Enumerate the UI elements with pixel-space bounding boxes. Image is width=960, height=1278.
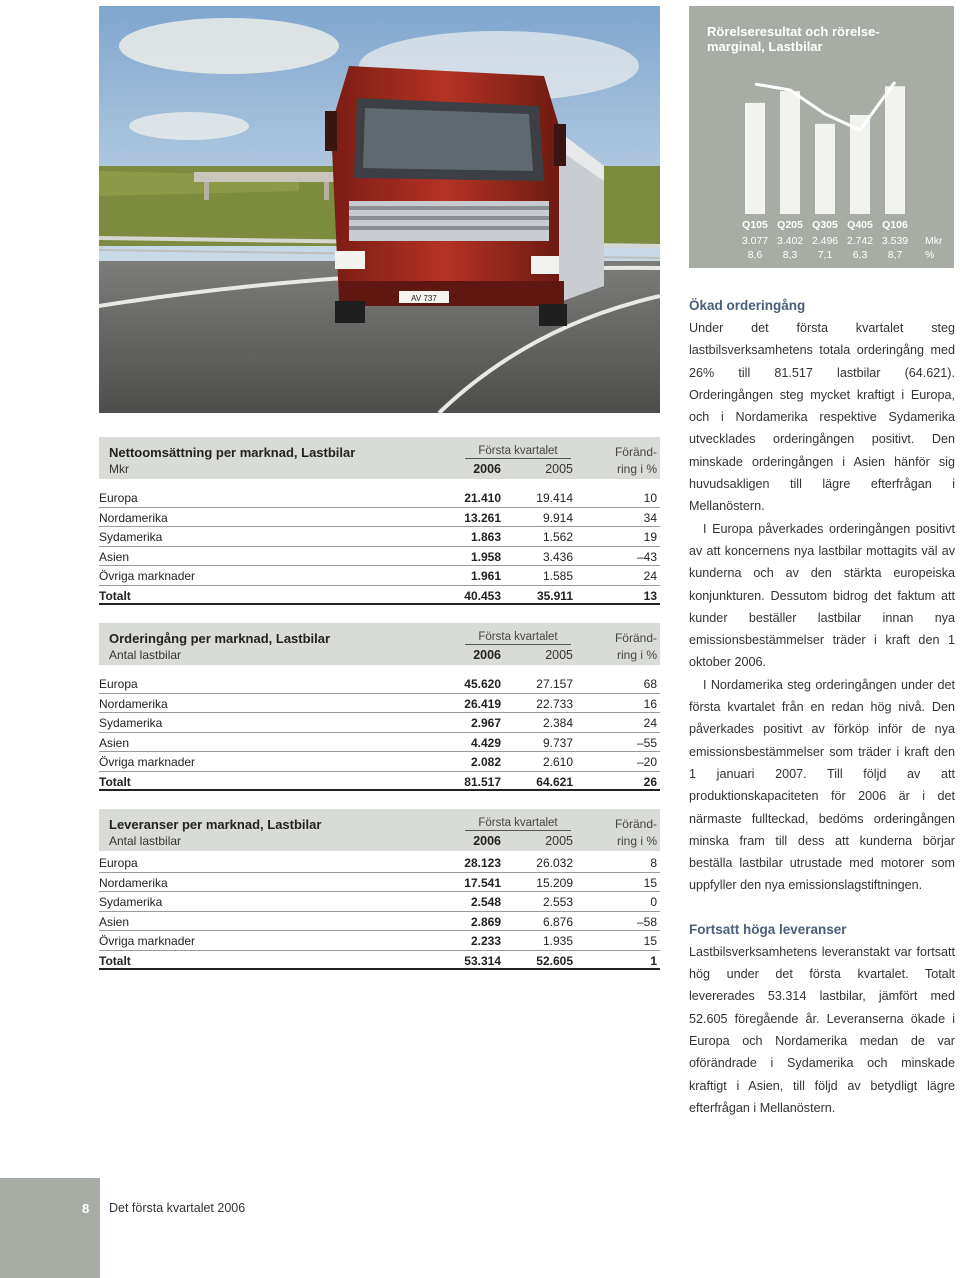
row-value-2005: 15.209 [536, 875, 573, 890]
chart-category-label: Q105 [742, 219, 768, 231]
row-value-2005: 6.876 [542, 914, 573, 929]
row-change: –58 [636, 914, 657, 929]
chart-bar [885, 86, 905, 214]
column-change-line1: Föränd- [614, 445, 657, 459]
table-row [99, 488, 660, 508]
column-change-line2: ring i % [616, 834, 657, 848]
page-number: 8 [82, 1201, 90, 1216]
chart-value-label: 2.742 [846, 235, 874, 247]
chart-value-label: 3.402 [776, 235, 804, 247]
row-label: Nordamerika [99, 510, 168, 525]
chart-value-label: 3.077 [741, 235, 769, 247]
table-row [99, 752, 660, 772]
row-value-2006: 2.233 [470, 934, 501, 948]
row-change: 13 [643, 588, 657, 603]
row-value-2006: 26.419 [464, 696, 501, 711]
row-label: Nordamerika [99, 696, 168, 711]
chart-bar [745, 103, 765, 214]
footer-text: Det första kvartalet 2006 [109, 1201, 246, 1215]
table-row [99, 853, 660, 873]
row-change: 15 [643, 934, 657, 948]
row-change: 24 [643, 569, 657, 583]
column-year-previous: 2005 [545, 834, 573, 848]
row-change: –55 [636, 735, 657, 750]
table-unit: Antal lastbilar [109, 834, 182, 848]
row-change: 16 [643, 696, 657, 711]
article-column [689, 295, 955, 1119]
row-value-2006: 28.123 [464, 856, 501, 870]
chart-category-label: Q106 [882, 219, 908, 231]
chart-unit-mkr: Mkr [925, 235, 943, 247]
row-change: 34 [643, 510, 657, 525]
row-label: Övriga marknader [99, 755, 196, 769]
market-table [99, 809, 660, 970]
row-value-2005: 19.414 [536, 491, 573, 505]
chart-title-line2: marginal, Lastbilar [707, 39, 823, 54]
table-header [99, 809, 660, 851]
row-value-2006: 17.541 [464, 875, 501, 890]
row-label: Europa [99, 677, 138, 691]
row-change: 24 [643, 716, 657, 730]
row-value-2006: 1.958 [470, 549, 501, 564]
chart-percent-label: 8,7 [887, 249, 903, 261]
column-year-current: 2006 [473, 834, 501, 848]
chart-value-label: 2.496 [811, 235, 839, 247]
chart-value-label: 3.539 [881, 235, 909, 247]
row-value-2006: 2.967 [470, 716, 501, 730]
row-label: Nordamerika [99, 875, 168, 890]
chart-margin-line [755, 82, 895, 130]
row-value-2005: 35.911 [536, 588, 573, 603]
paragraph-europe: I Europa påverkades orderingången positivt av att koncernens nya lastbilar mottagits väl av kunderna och av den stärkta europeiska konjunkturen. Dessutom bidrog det faktum att kunder beställer lastbilar innan nya emissionsbestämmelser träder i kraft den 1 oktober 2006. [689, 521, 955, 670]
market-table [99, 623, 660, 791]
row-change: 26 [643, 774, 657, 789]
row-label: Totalt [99, 774, 131, 789]
table-row [99, 566, 660, 586]
table-unit: Antal lastbilar [109, 648, 182, 662]
chart-percent-label: 7,1 [817, 249, 833, 261]
row-value-2005: 9.914 [542, 510, 573, 525]
chart-svg [689, 6, 954, 268]
row-change: 10 [643, 491, 657, 505]
chart-percent-label: 8,6 [747, 249, 763, 261]
table-total-row [99, 951, 660, 971]
row-label: Totalt [99, 953, 131, 968]
paragraph-north-america: I Nordamerika steg orderingången under det första kvartalet från en redan hög nivå. Den påverkades positivt av förköp inför de nya emissionsbestämmelser som träder i kraft den 1 januari 2007. Till följd av att produktionskapaciteten för 2006 är i det närmaste fullteckad, bedöms orderingången minska fram till dess att kunderna börjar beställa lastbilar utrustade med motorer som uppfyller den nya emissionslagstiftningen. [689, 677, 955, 893]
license-plate: AV 737 [411, 294, 437, 303]
chart-unit-percent: % [925, 249, 935, 261]
table-title: Leveranser per marknad, Lastbilar [109, 817, 322, 832]
row-value-2005: 1.935 [542, 934, 573, 948]
row-value-2006: 1.863 [470, 530, 501, 544]
row-value-2006: 13.261 [464, 510, 501, 525]
row-value-2005: 2.384 [542, 716, 573, 730]
chart-category-label: Q405 [847, 219, 873, 231]
row-change: 0 [650, 895, 657, 909]
row-label: Europa [99, 491, 138, 505]
row-value-2005: 1.585 [542, 569, 573, 583]
table-total-row [99, 772, 660, 792]
column-year-current: 2006 [473, 462, 501, 476]
row-change: 19 [643, 530, 657, 544]
column-year-previous: 2005 [545, 462, 573, 476]
row-value-2006: 2.869 [470, 914, 501, 929]
chart-bar [780, 91, 800, 214]
chart-percent-label: 8,3 [782, 249, 798, 261]
row-label: Övriga marknader [99, 934, 196, 948]
table-row [99, 508, 660, 528]
row-label: Asien [99, 549, 130, 564]
table-row [99, 892, 660, 912]
row-value-2005: 3.436 [542, 549, 573, 564]
operating-income-chart [689, 6, 954, 268]
chart-bar [815, 124, 835, 214]
row-value-2005: 27.157 [536, 677, 573, 691]
table-row [99, 527, 660, 547]
column-change-line1: Föränd- [614, 631, 657, 645]
column-year-current: 2006 [473, 648, 501, 662]
row-value-2005: 9.737 [542, 735, 573, 750]
chart-category-label: Q205 [777, 219, 803, 231]
table-row [99, 733, 660, 753]
table-row [99, 931, 660, 951]
row-value-2006: 2.082 [470, 755, 501, 769]
row-value-2006: 40.453 [464, 588, 501, 603]
heading-deliveries: Fortsatt höga leveranser [689, 921, 847, 937]
chart-percent-label: 6,3 [852, 249, 868, 261]
row-change: –43 [636, 549, 657, 564]
chart-title-line1: Rörelseresultat och rörelse- [707, 24, 880, 39]
row-value-2005: 1.562 [542, 530, 573, 544]
row-value-2006: 4.429 [470, 735, 501, 750]
table-period: Första kvartalet [465, 445, 571, 459]
table-title: Nettoomsättning per marknad, Lastbilar [109, 445, 356, 460]
table-header [99, 437, 660, 479]
table-row [99, 912, 660, 932]
row-value-2006: 1.961 [470, 569, 501, 583]
heading-order-intake: Ökad orderingång [689, 298, 806, 313]
row-change: 1 [650, 953, 657, 968]
row-change: 68 [643, 677, 657, 691]
market-table [99, 437, 660, 605]
table-row [99, 873, 660, 893]
table-row [99, 674, 660, 694]
row-label: Totalt [99, 588, 131, 603]
row-label: Asien [99, 914, 130, 929]
row-value-2005: 2.610 [542, 755, 573, 769]
chart-category-label: Q305 [812, 219, 838, 231]
row-change: 15 [643, 875, 657, 890]
column-change-line1: Föränd- [614, 817, 657, 831]
row-label: Sydamerika [99, 716, 163, 730]
paragraph-deliveries: Lastbilsverksamhetens leveranstakt var fortsatt hög under det första kvartalet. Totalt levererades 53.314 lastbilar, jämfört med 52.605 föregående år. Leveranserna ökade i Europa och Nordamerika medan de var oförändrade i Sydamerika och minskade kraftigt i Asien, till följd av betydligt lägre efterfrågan i Mellanöstern. [689, 944, 955, 1115]
row-label: Övriga marknader [99, 569, 196, 583]
table-row [99, 547, 660, 567]
column-change-line2: ring i % [616, 462, 657, 476]
table-row [99, 694, 660, 714]
row-value-2006: 81.517 [464, 774, 501, 789]
row-value-2006: 45.620 [464, 677, 501, 691]
row-value-2005: 26.032 [536, 856, 573, 870]
row-label: Asien [99, 735, 130, 750]
row-label: Sydamerika [99, 895, 163, 909]
row-value-2005: 2.553 [542, 895, 573, 909]
row-value-2005: 52.605 [536, 953, 573, 968]
column-change-line2: ring i % [616, 648, 657, 662]
column-year-previous: 2005 [545, 648, 573, 662]
truck-photo [99, 6, 660, 413]
page-number-box [0, 1178, 100, 1278]
row-value-2005: 22.733 [536, 696, 573, 711]
row-change: –20 [636, 755, 657, 769]
table-header [99, 623, 660, 665]
table-period: Första kvartalet [465, 817, 571, 831]
table-row [99, 713, 660, 733]
row-value-2006: 53.314 [464, 953, 501, 968]
row-label: Europa [99, 856, 138, 870]
table-unit: Mkr [109, 462, 129, 476]
row-value-2006: 21.410 [464, 491, 501, 505]
row-change: 8 [650, 856, 657, 870]
table-title: Orderingång per marknad, Lastbilar [109, 631, 331, 646]
row-value-2005: 64.621 [536, 774, 573, 789]
row-value-2006: 2.548 [470, 895, 501, 909]
paragraph-order-intake: Under det första kvartalet steg lastbilsverksamhetens totala orderingång med 26% till 81.517 lastbilar (64.621). Orderingången steg mycket kraftigt i Europa, och i Nordamerika respektive Sydamerika utvecklades orderingången positivt. Den minskade orderingången i Asien hänför sig huvudsakligen till lägre efterfrågan i Mellanöstern. [689, 321, 955, 514]
table-total-row [99, 586, 660, 606]
row-label: Sydamerika [99, 530, 163, 544]
table-period: Första kvartalet [465, 631, 571, 645]
